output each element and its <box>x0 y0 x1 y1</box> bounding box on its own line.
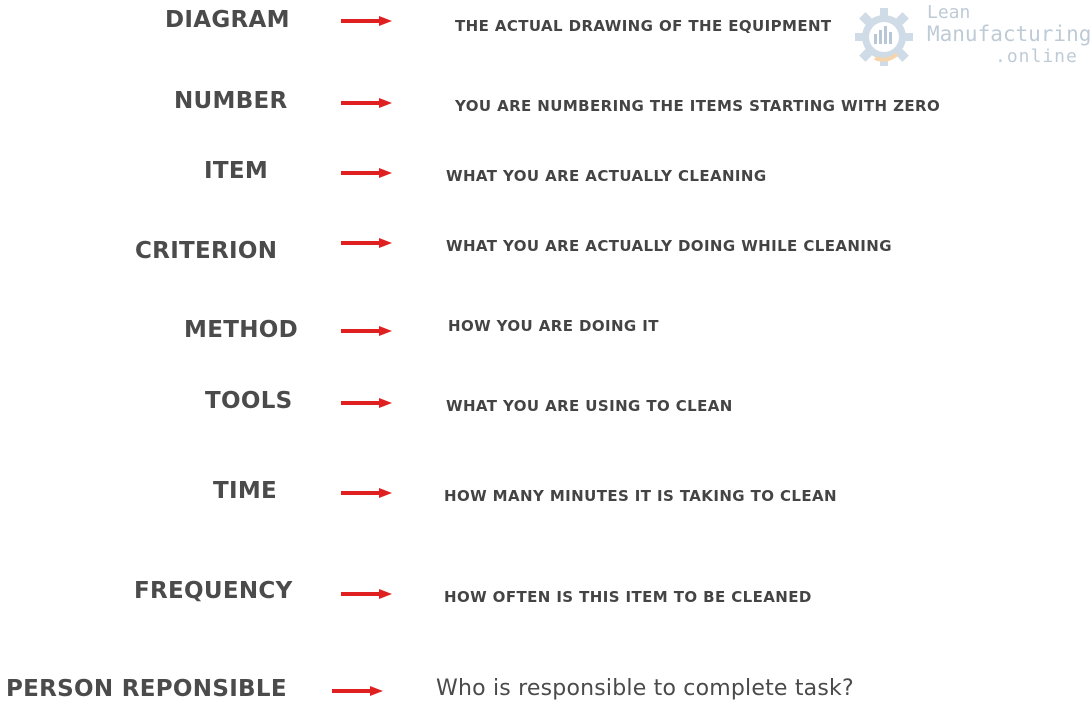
arrow-icon <box>341 398 393 408</box>
term-number: NUMBER <box>174 88 288 114</box>
description-tools: WHAT YOU ARE USING TO CLEAN <box>446 397 733 415</box>
term-item: ITEM <box>204 158 269 184</box>
description-number: YOU ARE NUMBERING THE ITEMS STARTING WITH ZERO <box>455 97 941 115</box>
arrow-icon <box>341 488 393 498</box>
arrow-icon <box>332 686 384 696</box>
arrow-icon <box>341 16 393 26</box>
term-method: METHOD <box>184 317 298 343</box>
arrow-icon <box>341 589 393 599</box>
description-criterion: WHAT YOU ARE ACTUALLY DOING WHILE CLEANING <box>446 237 892 255</box>
lean-manufacturing-logo <box>853 2 1091 72</box>
term-person-responsible: PERSON REPONSIBLE <box>6 676 287 702</box>
description-method: HOW YOU ARE DOING IT <box>448 317 659 335</box>
description-item: WHAT YOU ARE ACTUALLY CLEANING <box>446 167 767 185</box>
term-tools: TOOLS <box>205 388 293 414</box>
logo-text-manufacturing: Manufacturing <box>927 22 1091 46</box>
description-time: HOW MANY MINUTES IT IS TAKING TO CLEAN <box>444 487 837 505</box>
term-diagram: DIAGRAM <box>165 7 290 33</box>
gear-icon <box>853 6 915 68</box>
term-time: TIME <box>213 478 278 504</box>
logo-text-lean: Lean <box>927 2 971 23</box>
description-frequency: HOW OFTEN IS THIS ITEM TO BE CLEANED <box>444 588 812 606</box>
term-criterion: CRITERION <box>135 238 278 264</box>
logo-text-online: .online <box>995 46 1078 67</box>
description-diagram: THE ACTUAL DRAWING OF THE EQUIPMENT <box>455 17 832 35</box>
arrow-icon <box>341 98 393 108</box>
term-frequency: FREQUENCY <box>134 578 293 604</box>
arrow-icon <box>341 326 393 336</box>
arrow-icon <box>341 168 393 178</box>
arrow-icon <box>341 238 393 248</box>
description-person-responsible: Who is responsible to complete task? <box>436 676 854 701</box>
